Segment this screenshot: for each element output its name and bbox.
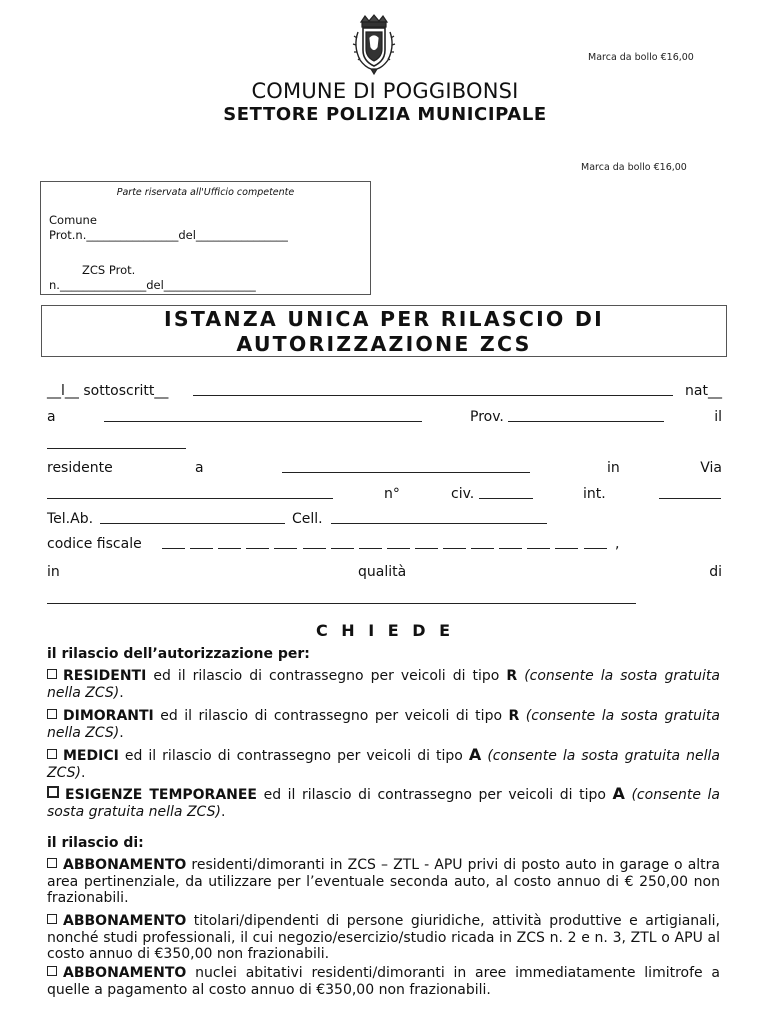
numero-label: n°: [384, 486, 400, 502]
option-dimoranti-end: .: [119, 724, 124, 741]
civ-label: civ.: [451, 486, 475, 502]
section2-heading: il rilascio di:: [47, 835, 144, 851]
office-comune-label: Comune: [49, 213, 97, 227]
via-label: Via: [700, 460, 722, 476]
option-medici-text: ed il rilascio di contrassegno per veicoli di tipo: [118, 748, 469, 764]
abbonamento3-label: ABBONAMENTO: [63, 965, 187, 981]
office-zcs-label: ZCS Prot.: [82, 263, 136, 277]
checkbox-abbonamento-titolari[interactable]: [47, 914, 57, 924]
codice-fiscale-char-slot[interactable]: [190, 536, 213, 549]
checkbox-abbonamento-residenti[interactable]: [47, 858, 57, 868]
form-title-line1: ISTANZA UNICA PER RILASCIO DI: [164, 307, 604, 331]
option-residenti-label: RESIDENTI: [63, 668, 147, 684]
codice-fiscale-char-slot[interactable]: [246, 536, 269, 549]
option-esigenze-tipo: A: [612, 784, 625, 803]
option-abbonamento-limitrofe: [47, 965, 720, 998]
form-title-line2: AUTORIZZAZIONE ZCS: [236, 332, 532, 356]
codice-fiscale-char-slot[interactable]: [274, 536, 297, 549]
prov-field[interactable]: [508, 409, 664, 422]
row-birthplace: [47, 409, 722, 425]
in-label: in: [607, 460, 620, 476]
codice-fiscale-char-slot[interactable]: [331, 536, 354, 549]
option-esigenze-end: .: [220, 803, 226, 820]
codice-fiscale-char-slot[interactable]: [359, 536, 382, 549]
codice-fiscale-char-slot[interactable]: [443, 536, 466, 549]
form-title-box: [41, 305, 727, 357]
civ-field[interactable]: [479, 486, 533, 499]
option-abbonamento-residenti: [47, 857, 720, 907]
sottoscritto-name-field[interactable]: [193, 383, 673, 396]
option-residenti-text: ed il rilascio di contrassegno per veicoli di tipo: [146, 668, 507, 684]
option-esigenze-temporanee: [47, 786, 720, 820]
birthdate-field[interactable]: [47, 436, 186, 449]
option-esigenze-text: ed il rilascio di contrassegno per veicoli di tipo: [257, 787, 613, 803]
prov-label: Prov.: [470, 409, 504, 425]
row-telefono: [47, 511, 722, 527]
office-comune-prot: Prot.n.________________del________________: [49, 228, 288, 242]
checkbox-residenti[interactable]: [47, 669, 57, 679]
abbonamento1-label: ABBONAMENTO: [63, 857, 187, 873]
residenza-comune-field[interactable]: [282, 460, 530, 473]
option-residenti-note: (consente la sosta gratuita nella ZCS): [47, 668, 720, 701]
option-medici-note: (consente la sosta gratuita nella ZCS): [47, 748, 720, 781]
option-dimoranti-tipo: R: [508, 708, 520, 724]
codice-fiscale-label: codice fiscale: [47, 536, 142, 552]
row-sottoscritto: [47, 383, 722, 399]
int-label: int.: [583, 486, 606, 502]
option-dimoranti-text: ed il rilascio di contrassegno per veicoli di tipo: [153, 708, 509, 724]
codice-fiscale-char-slot[interactable]: [162, 536, 185, 549]
abbonamento3-text: nuclei abitativi residenti/dimoranti in aree immediatamente limitrofe a quelle a pagamento al costo annuo di €350,00 non frazionabili.: [47, 965, 720, 998]
residente-a-label: a: [195, 460, 204, 476]
marca-da-bollo-label-2: Marca da bollo €16,00: [581, 162, 687, 173]
option-medici-label: MEDICI: [63, 748, 119, 764]
nato-label: nat__: [685, 383, 722, 399]
option-dimoranti: [47, 708, 720, 741]
abbonamento2-label: ABBONAMENTO: [63, 913, 187, 929]
comune-crest-logo: [351, 14, 397, 76]
qualita-field[interactable]: [47, 591, 636, 604]
option-abbonamento-titolari: [47, 913, 720, 963]
cell-field[interactable]: [331, 511, 547, 524]
telab-field[interactable]: [100, 511, 285, 524]
option-residenti-end: .: [119, 684, 124, 701]
comune-title: COMUNE DI POGGIBONSI: [251, 79, 519, 103]
option-dimoranti-label: DIMORANTI: [63, 708, 154, 724]
checkbox-abbonamento-limitrofe[interactable]: [47, 966, 57, 976]
cf-comma: ,: [615, 536, 620, 552]
option-medici-end: .: [80, 764, 86, 781]
codice-fiscale-char-slot[interactable]: [387, 536, 410, 549]
option-medici-tipo: A: [468, 745, 482, 764]
row-codice-fiscale: [47, 536, 722, 552]
chiede-heading: C H I E D E: [315, 621, 455, 640]
marca-da-bollo-label: Marca da bollo €16,00: [588, 52, 694, 63]
settore-subtitle: SETTORE POLIZIA MUNICIPALE: [223, 104, 547, 125]
in-qualita-label: in: [47, 564, 60, 580]
di-label: di: [709, 564, 722, 580]
codice-fiscale-char-slot[interactable]: [218, 536, 241, 549]
office-box-title: Parte riservata all'Ufficio competente: [116, 187, 295, 198]
section1-heading: il rilascio dell’autorizzazione per:: [47, 646, 310, 662]
checkbox-dimoranti[interactable]: [47, 709, 57, 719]
abbonamento2-text: titolari/dipendenti di persone giuridiche, attività produttive e artigianali, nonché studi professionali, il cui negozio/esercizio/studio ricada in ZCS n. 2 e n. 3, ZTL o APU al costo annuo di €350,00 non frazionabili.: [47, 913, 720, 962]
codice-fiscale-char-slot[interactable]: [303, 536, 326, 549]
option-esigenze-note: (consente la sosta gratuita nella ZCS): [47, 787, 720, 820]
a-label: a: [47, 409, 56, 425]
via-field[interactable]: [47, 486, 333, 499]
int-field[interactable]: [659, 486, 721, 499]
cell-label: Cell.: [292, 511, 323, 527]
checkbox-medici[interactable]: [47, 749, 57, 759]
office-reserved-box: [40, 181, 371, 295]
row-qualita: [47, 564, 722, 580]
codice-fiscale-char-slot[interactable]: [555, 536, 578, 549]
il-label: il: [714, 409, 722, 425]
option-esigenze-label: ESIGENZE TEMPORANEE: [65, 787, 258, 803]
option-residenti: [47, 668, 720, 701]
option-medici: [47, 747, 720, 781]
option-dimoranti-note: (consente la sosta gratuita nella ZCS): [47, 708, 720, 741]
codice-fiscale-char-slot[interactable]: [584, 536, 607, 549]
codice-fiscale-char-slot[interactable]: [499, 536, 522, 549]
qualita-label: qualità: [358, 564, 407, 580]
sottoscritto-label: __l__ sottoscritt__: [47, 383, 169, 399]
abbonamento1-text: residenti/dimoranti in ZCS – ZTL - APU privi di posto auto in garage o altra area pertinenziale, da utilizzare per l’eventuale seconda auto, al costo annuo di € 250,00 non frazionabili.: [47, 857, 720, 906]
codice-fiscale-char-slot[interactable]: [415, 536, 438, 549]
birthplace-field[interactable]: [104, 409, 422, 422]
telab-label: Tel.Ab.: [47, 511, 94, 527]
row-residenza: [47, 460, 722, 476]
option-residenti-tipo: R: [506, 668, 518, 684]
office-zcs-prot: n._______________del________________: [49, 278, 256, 292]
codice-fiscale-char-slot[interactable]: [527, 536, 550, 549]
codice-fiscale-char-slot[interactable]: [471, 536, 494, 549]
residente-label: residente: [47, 460, 113, 476]
checkbox-esigenze-temporanee[interactable]: [47, 786, 59, 798]
